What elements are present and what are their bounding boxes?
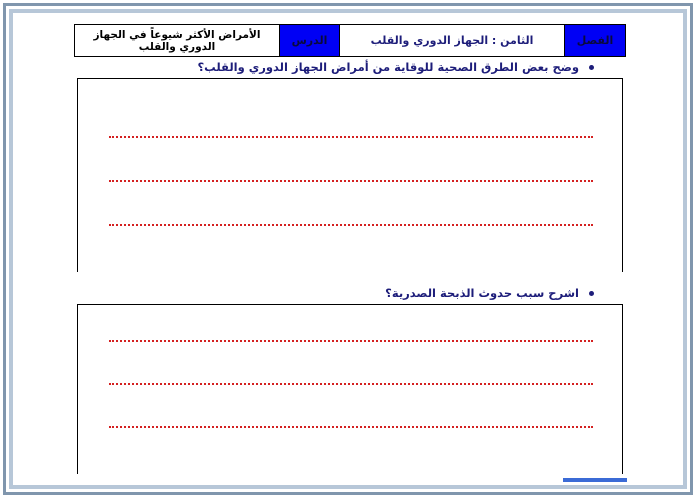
answer-box-2[interactable] [77, 304, 623, 474]
question-2-text: اشرح سبب حدوث الذبحة الصدرية؟ [385, 286, 579, 300]
answer-line[interactable] [109, 426, 593, 428]
lesson-label-cell: الدرس [280, 25, 340, 56]
answer-line[interactable] [109, 224, 593, 226]
unit-label-cell: الفصل [565, 25, 625, 56]
bullet-icon [589, 291, 594, 296]
bullet-icon [589, 65, 594, 70]
worksheet-header-table [74, 24, 626, 57]
question-1-text: وضح بعض الطرق الصحية للوقاية من أمراض الجهاز الدوري والقلب؟ [197, 60, 579, 74]
question-1 [198, 60, 595, 74]
lesson-title-cell: الأمراض الأكثر شيوعاً في الجهاز الدوري والقلب [75, 25, 280, 56]
answer-line[interactable] [109, 180, 593, 182]
answer-line[interactable] [109, 340, 593, 342]
question-2 [385, 286, 594, 300]
page-corner-mark [563, 478, 627, 482]
answer-box-1[interactable] [77, 78, 623, 272]
answer-line[interactable] [109, 136, 593, 138]
answer-line[interactable] [109, 383, 593, 385]
unit-title-cell: الثامن : الجهاز الدوري والقلب [340, 25, 565, 56]
